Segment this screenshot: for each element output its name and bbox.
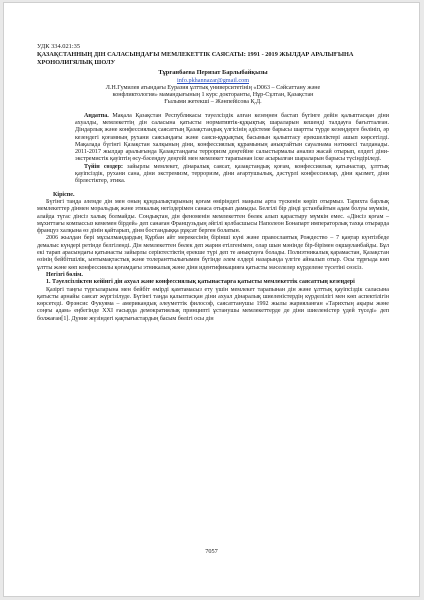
affiliation-line-2: конфликтология» мамандығының 1 курс докторанты, Нұр-Сұлтан, Қазақстан (112, 92, 314, 99)
intro-heading: Кіріспе. (53, 191, 75, 198)
article-title: ҚАЗАҚСТАННЫҢ ДІН САЛАСЫНДАҒЫ МЕМЛЕКЕТТІК САЯСАТЫ: 1991 - 2019 ЖЫЛДАР АРАЛЫҒЫНА ХРОНОЛИГЯЛЫҚ ШОЛУ (37, 51, 354, 66)
document-page (3, 2, 420, 597)
keywords-paragraph (75, 164, 389, 186)
supervisor-line: Ғылыми жетекші – Жәнпейісова Қ.Д. (164, 99, 262, 106)
keywords-text: зайырлы мемлекет, дінаралық саясат, қазақстандық қоғам, конфессиялық қатынастар, ұлттық қауіпсіздік, рухани сана, діни экстремизм, терроризм, діни ағартушылық, дәстүрлі конфессиялар, діни қызмет, діни бірлестіктер, этика. (75, 163, 389, 185)
main-heading: Негізгі бөлім. (46, 271, 83, 278)
author-email-link[interactable]: info.pkhannazar@gmail.com (176, 77, 250, 85)
intro-paragraph-2: 2006 жылдан бері мұсылмандардың Құрбан айт мерекесінің бірінші күні және православтық Рождество – 7 қаңтар күнтізбеде демалыс күндері ретінде белгіленді. Дін мемлекеттен бөлек деп жария етілгенімен, олар шын мәнінде бір-бірімен оқшауланбайды. Бұл екі тарап арасындағы қатынасты зайырлы серіктестіктің ерекше түрі деп те анықтауға болады. Полиэтникалық қарамастан, Қазақстан өзінің бейбітшілік, ынтымақтастық және толеранттылығымен бүгінде әлем елдері назарында үлгіге айналып отыр. Осы тұрғыда көп ұлтты және көп конфессиялы қоғамдағы этникалық және діни идентификацияға қатысты мәселелер күрделене түсетіні сөзсіз. (37, 235, 389, 271)
abstract-text: Мақала Қазақстан Республикасы тәуелсіздік алған кезеңнен бастап бүгінге дейін қалыптасқан діни ахуалды, мемлекеттің дін саласына қатысты нормативтік-құқықтық шараларын кешенді талдауға бағытталған. Діндарлық және конфессиялық саясаттың Қазақстандық үлгісінің әдістеме барысы шартты түрде кезеңдерге бөлініп, әр кезеңдегі қоғамның рухани саясындағы және саяси-құқықтық басымын қалыптасу ерекшеліктері ашып көрсетілді. Мақалада бүгінгі Қазақстан халқының діни, конфессиялық құрамының анықтайтын сауалнама нәтижесі талданады. 2011-2017 жылдар аралығында Қазақстандағы терроризм деңгейіне салыстырмалы анализ жасай отырып, елдегі діни-экстремистік қауіптің өсу-бәсеңдеу деңгейі мен мемлекет тарапынан іске асырылған шараларын барысы түсіндіріледі. (75, 112, 389, 163)
intro-paragraph-1: Бүгінгі таңда әлемде дін мен оның құндылықтарының қоғам өміріндегі маңызы арта түскенін көріп отырмыз. Тарихта барлық мемлекеттер дінмен моральдық және этикалық негіздерімен санаса отырып дамыды. Белгілі бір дінді ұстанбайтын адам болуы мүмкін, алайда түгас дінсіз халық болмайды. Сондықтан, дін феноменін мемлекеттен бөлек алып қарастыру мүмкін емес. «Дінсіз қоғам – мұхиттағы компассыз кемемен бірдей» деп санаған Французьдың әйгілі қолбасшысы Наполеон Бонапарт императорлық тахқа отырарда француз халқына өз дінін қайтарып, дінм бостандыққа рұқсат берген болатын. (37, 198, 389, 235)
page-content (37, 43, 389, 323)
abstract-paragraph (75, 113, 389, 164)
main-section (37, 272, 389, 323)
keywords-label: Түйін сөздер: (84, 163, 123, 170)
udk-code: УДК 334.021:35 (37, 43, 81, 50)
author-name: Тұрғанбаева Перизат Барлыбайқызы (158, 69, 268, 77)
section-1-paragraph: Қазіргі таңғы түргыларына мен бейбіт өмірді қамтамасыз ету үшін мемлекет тарапынан дін және ұлттық қауіпсіздік саласына қатысты арнайы саясат жүргізілуде. Бүгінгі таңда қалыптасқан діни ахуал дінаралық шиеленістердің күрделілігі мен көп аспектілігін көрсетеді. Фрэнсис Фукуяма – американдық әлеуметтік философ, саясаттанушы 1992 жылы жарияланған «Тарихтың ақыры және соңғы адам» еңбегінде XXI ғасырда демократиялық принципті ұстанушы мемлекеттерде де діни шиеленістер үдей түседі» деп болжаған[1]. Дүние жүзіндегі қақтығыстардың басым бөлігі осы дін (37, 286, 389, 322)
author-block (37, 69, 389, 106)
section-1-title: 1. Тәуелсізліктен кейінгі дін ахуал және конфессиялық қатынастарға қатысты мемлекеттік саясаттың кезеңдері (46, 279, 355, 286)
page-number: 7057 (205, 548, 218, 555)
affiliation-line-1: Л.Н.Гумилев атындағы Еуразия ұлттық университетінің «D063 – Сәйсаттану және (105, 84, 321, 91)
intro-section (37, 192, 389, 272)
abstract-block (75, 113, 389, 186)
abstract-label: Аңдатпа. (84, 112, 109, 119)
